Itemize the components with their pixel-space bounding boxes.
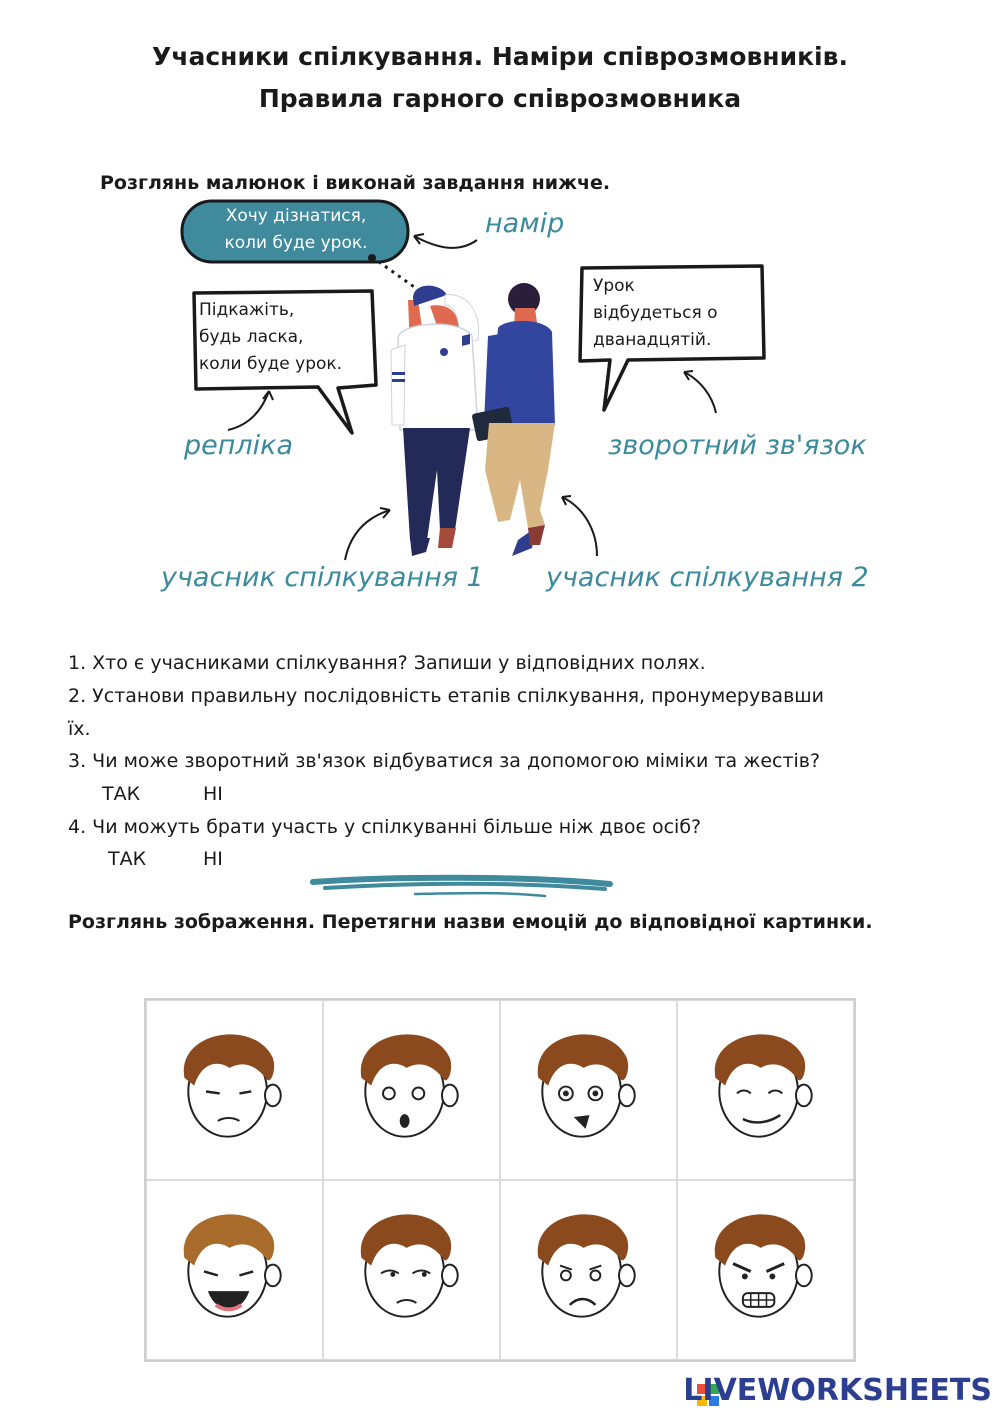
feedback-line-1: Урок: [593, 276, 635, 296]
label-remark: репліка: [184, 430, 294, 461]
face-angry-icon: [678, 1181, 853, 1359]
label-feedback: зворотний зв'язок: [608, 430, 867, 461]
emotion-cell-5[interactable]: [146, 1180, 323, 1360]
remark-line-2: будь ласка,: [199, 327, 304, 347]
question-2-line-2: їх.: [68, 718, 91, 740]
emotion-grid: [144, 998, 856, 1362]
intent-line-1: Хочу дізнатися,: [225, 206, 367, 226]
emotion-cell-7[interactable]: [500, 1180, 677, 1360]
person-2-figure: [472, 283, 555, 556]
face-bored-icon: [147, 1001, 322, 1179]
feedback-line-2: відбудеться о: [593, 303, 718, 323]
feedback-line-3: дванадцятій.: [593, 330, 712, 350]
q3-option-yes[interactable]: ТАК: [102, 783, 141, 805]
remark-line-3: коли буде урок.: [199, 354, 343, 374]
intent-line-2: коли буде урок.: [224, 233, 368, 253]
face-surprised-icon: [324, 1001, 499, 1179]
intent-bubble-text: [196, 203, 396, 257]
face-laughing-icon: [147, 1181, 322, 1359]
label-participant-1: учасник спілкування 1: [161, 562, 484, 593]
instruction-look-at-picture: Розглянь малюнок і виконай завдання нижче.: [100, 172, 611, 194]
feedback-bubble-text: [593, 273, 718, 354]
emotion-cell-4[interactable]: [677, 1000, 854, 1180]
emotion-cell-3[interactable]: [500, 1000, 677, 1180]
question-1: 1. Хто є учасниками спілкування? Запиши у відповідних полях.: [68, 652, 706, 674]
remark-bubble-text: [199, 297, 342, 378]
face-disgusted-icon: [324, 1181, 499, 1359]
face-smirk-icon: [678, 1001, 853, 1179]
face-sad-icon: [501, 1181, 676, 1359]
question-3: 3. Чи може зворотний зв'язок відбуватися за допомогою міміки та жестів?: [68, 750, 821, 772]
question-2-line-1: 2. Установи правильну послідовність етапів спілкування, пронумерувавши: [68, 685, 825, 707]
page-title-line-2: Правила гарного співрозмовника: [258, 84, 742, 113]
communication-illustration: [0, 0, 1000, 620]
emotion-cell-6[interactable]: [323, 1180, 500, 1360]
emotion-cell-8[interactable]: [677, 1180, 854, 1360]
page-title-line-1: Учасники спілкування. Наміри співрозмовників.: [152, 42, 848, 71]
remark-line-1: Підкажіть,: [199, 300, 295, 320]
person-1-figure: [391, 286, 479, 556]
instruction-emotions: Розглянь зображення. Перетягни назви емоцій до відповідної картинки.: [68, 911, 873, 933]
label-participant-2: учасник спілкування 2: [546, 562, 869, 593]
face-scared-icon: [501, 1001, 676, 1179]
question-4: 4. Чи можуть брати участь у спілкуванні більше ніж двоє осіб?: [68, 816, 702, 838]
liveworksheets-brand[interactable]: LIVEWORKSHEETS: [683, 1373, 992, 1408]
q4-option-yes[interactable]: ТАК: [108, 848, 147, 870]
brush-divider: [305, 868, 625, 908]
emotion-cell-2[interactable]: [323, 1000, 500, 1180]
q4-option-no[interactable]: НІ: [203, 848, 223, 870]
label-intent: намір: [485, 208, 565, 239]
q3-option-no[interactable]: НІ: [203, 783, 223, 805]
emotion-cell-1[interactable]: [146, 1000, 323, 1180]
